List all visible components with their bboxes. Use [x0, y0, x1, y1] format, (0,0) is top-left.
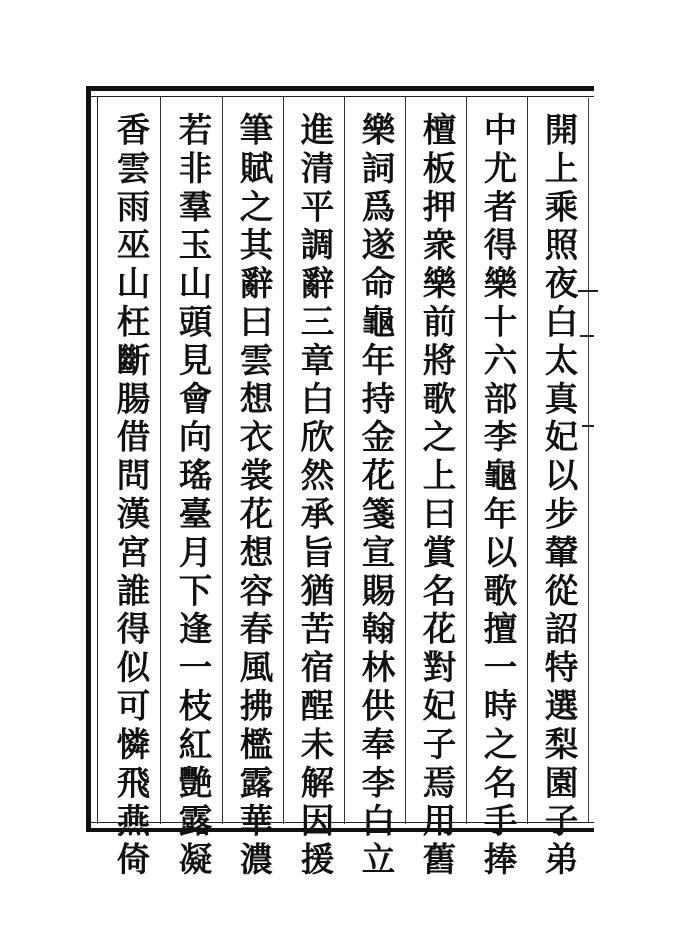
column-rule — [405, 96, 406, 824]
column-text: 樂詞爲遂命龜年持金花箋宣賜翰林供奉李白立 — [356, 112, 395, 880]
frame-top-border — [86, 86, 594, 91]
column-text: 若非羣玉山頭見會向瑤臺月下逢一枝紅艷露凝 — [173, 112, 212, 880]
text-column-3 — [410, 112, 462, 880]
frame-top-inner-border — [86, 96, 594, 97]
column-rule — [283, 96, 284, 824]
frame-left-border — [86, 86, 91, 832]
column-text: 開上乘照夜白太真妃以步輦從詔特選梨園子弟 — [539, 112, 578, 880]
column-rule — [344, 96, 345, 824]
column-rule — [160, 96, 161, 824]
column-rule — [527, 96, 528, 824]
column-rule — [466, 96, 467, 824]
column-text: 中尤者得樂十六部李龜年以歌擅一時之名手捧 — [478, 112, 517, 880]
text-column-6 — [227, 112, 279, 880]
text-column-8 — [104, 112, 156, 880]
column-text: 筆賦之其辭曰雲想衣裳花想容春風拂檻露華濃 — [234, 112, 273, 880]
text-column-1 — [532, 112, 584, 880]
column-text: 檀板押衆樂前將歌之上曰賞名花對妃子焉用舊 — [417, 112, 456, 880]
frame-left-inner-border — [97, 96, 98, 824]
text-column-7 — [166, 112, 218, 880]
text-column-5 — [288, 112, 340, 880]
column-rule — [222, 96, 223, 824]
text-column-2 — [471, 112, 523, 880]
column-text: 進清平調辭三章白欣然承旨猶苦宿酲未解因援 — [295, 112, 334, 880]
column-text: 香雲雨巫山枉斷腸借問漢宮誰得似可憐飛燕倚 — [111, 112, 150, 880]
page-fold-edge — [588, 98, 597, 822]
text-column-4 — [349, 112, 401, 880]
